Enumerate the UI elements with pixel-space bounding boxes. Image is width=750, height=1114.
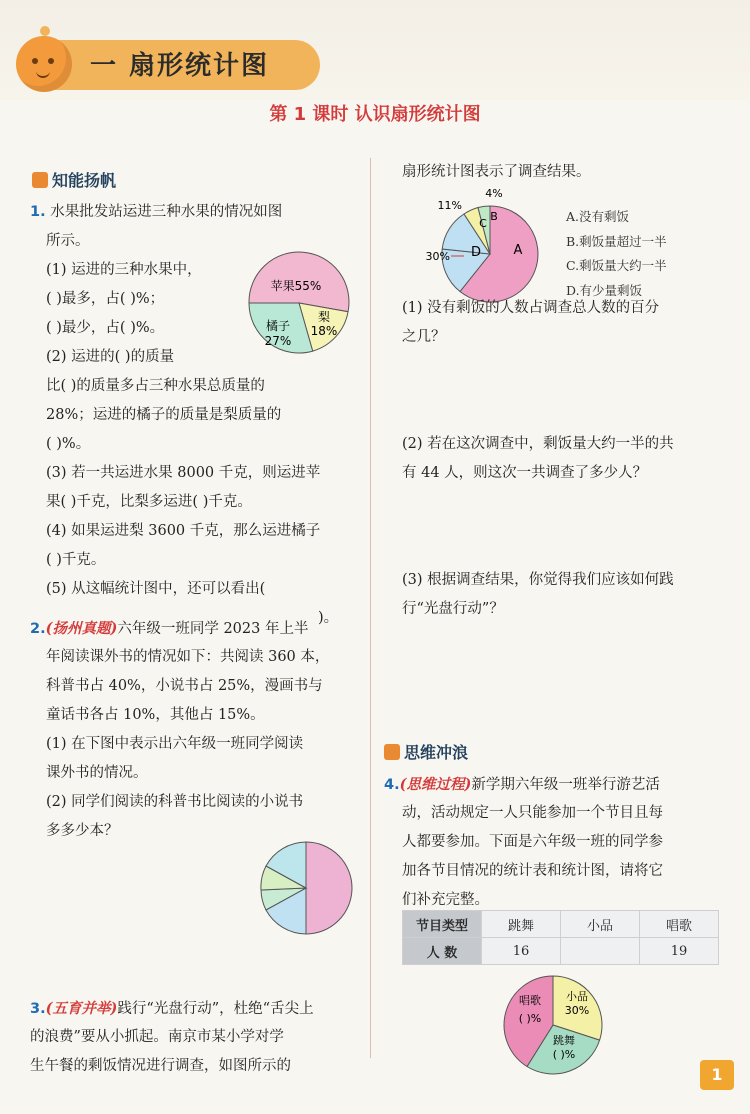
q2-blank-pie-chart <box>256 838 356 938</box>
q2-text: 六年级一班同学 2023 年上半 <box>117 621 309 637</box>
table-cell-sing: 唱歌 <box>640 911 719 938</box>
table-header-type: 节目类型 <box>403 911 482 938</box>
section-header-thinking <box>384 740 468 763</box>
q3-sub2-line1: (2) 若在这次调查中，剩饭量大约一半的共 <box>402 436 674 452</box>
q2-line-4: 童话书各占 10%，其他占 15%。 <box>46 707 265 723</box>
section-title: 知能扬帆 <box>52 171 117 190</box>
q3-slice-a: A <box>513 243 523 258</box>
q1-line-9: ( )%。 <box>46 436 91 452</box>
q3-sub1-line2: 之几？ <box>402 329 446 345</box>
q2-line-6: 课外书的情况。 <box>46 765 148 781</box>
unit-title: 一 扇形统计图 <box>90 51 270 81</box>
section-header-knowledge <box>32 168 116 191</box>
q3-sub1-line1: (1) 没有剩饭的人数占调查总人数的百分 <box>402 300 660 316</box>
q2-number: 2. <box>30 621 46 637</box>
q1-line-10: (3) 若一共运进水果 8000 千克，则运进苹 <box>46 465 321 481</box>
q4-tag: (思维过程) <box>399 776 472 793</box>
sing-pct: ( )% <box>518 1012 542 1025</box>
q1-line-14: (5) 从这幅统计图中，还可以看出( <box>46 581 266 597</box>
q1-line-8: 28%；运进的橘子的质量是梨质量的 <box>46 407 282 423</box>
q2-line-2: 年阅读课外书的情况如下：共阅读 360 本， <box>46 649 330 665</box>
q1-line-2: 所示。 <box>46 233 90 249</box>
q3-pct-d: 30% <box>425 250 450 263</box>
apple-label: 苹果55% <box>270 279 322 293</box>
sing-label: 唱歌 <box>519 994 541 1007</box>
q4-line-2: 动，活动规定一人只能参加一个节目且每 <box>402 805 663 821</box>
q3-cont: 扇形统计图表示了调查结果。 <box>402 164 591 180</box>
page-number: 1 <box>700 1060 734 1090</box>
table-value-sing: 19 <box>640 938 719 965</box>
dance-label: 跳舞 <box>553 1034 575 1047</box>
q2-line-5: (1) 在下图中表示出六年级一班同学阅读 <box>46 736 304 752</box>
option-c: C.剩饭量大约一半 <box>566 258 667 273</box>
q2-line-3: 科普书占 40%，小说书占 25%，漫画书与 <box>46 678 323 694</box>
option-d: D.有少量剩饭 <box>566 282 643 298</box>
wave-icon <box>384 744 400 760</box>
q2-line-1 <box>30 614 360 644</box>
orange-pct: 27% <box>264 334 292 348</box>
q3-slice-b: B <box>490 210 498 223</box>
pear-label: 梨 <box>317 310 331 324</box>
lesson-title: 第 1 课时 认识扇形统计图 <box>269 104 481 125</box>
section-title: 思维冲浪 <box>404 743 469 762</box>
q3-pct-b: 4% <box>485 187 503 200</box>
q3-options-legend <box>566 205 667 303</box>
q1-line-3: (1) 运进的三种水果中， <box>46 262 202 278</box>
q1-line-5: ( )最少，占( )%。 <box>46 320 165 336</box>
q3-sub2-line2: 有 44 人，则这次一共调查了多少人？ <box>402 465 648 481</box>
q4-program-pie-chart <box>500 972 606 1078</box>
q1-line-7: 比( )的质量多占三种水果总质量的 <box>46 378 265 394</box>
q1-text: 水果批发站运进三种水果的情况如图 <box>50 204 283 220</box>
q3-line-1 <box>30 994 360 1024</box>
table-value-skit <box>561 938 640 965</box>
q1-line-11: 果( )千克，比梨多运进( )千克。 <box>46 494 252 510</box>
q4-number: 4. <box>384 777 400 793</box>
q3-leftover-pie-chart <box>420 186 570 306</box>
q1-fruit-pie-chart <box>244 248 354 358</box>
q1-line-15: )。 <box>318 610 339 626</box>
q3-tag: (五育并举) <box>45 1000 118 1017</box>
skit-pct: 30% <box>564 1004 590 1017</box>
table-cell-dance: 跳舞 <box>482 911 561 938</box>
q1-line-12: (4) 如果运进梨 3600 千克，那么运进橘子 <box>46 523 321 539</box>
column-divider <box>370 158 371 1058</box>
q1-line-13: ( )千克。 <box>46 552 106 568</box>
q4-text: 新学期六年级一班举行游艺活 <box>471 777 660 793</box>
q3-sub3-line1: (3) 根据调查结果，你觉得我们应该如何践 <box>402 572 674 588</box>
q4-stats-table <box>402 910 719 965</box>
q4-line-1 <box>384 770 734 800</box>
q1-line-4: ( )最多，占( )%； <box>46 291 165 307</box>
q3-line-3: 生午餐的剩饭情况进行调查，如图所示的 <box>30 1058 291 1074</box>
mascot-antenna <box>40 26 50 36</box>
q3-number: 3. <box>30 1001 46 1017</box>
pear-pct: 18% <box>310 324 338 338</box>
q3-slice-d: D <box>470 245 482 260</box>
table-cell-skit: 小品 <box>561 911 640 938</box>
q4-line-5: 们补充完整。 <box>402 892 489 908</box>
q2-line-8: 多多少本？ <box>46 823 119 839</box>
skit-label: 小品 <box>566 990 588 1003</box>
orange-label: 橘子 <box>265 319 291 333</box>
q3-slice-c: C <box>479 217 487 230</box>
option-b: B.剩饭量超过一半 <box>566 233 667 249</box>
q1-number: 1. <box>30 204 46 220</box>
q2-tag: (扬州真题) <box>45 620 118 637</box>
q1-line-1 <box>30 198 282 227</box>
q3-pct-c: 11% <box>437 199 462 212</box>
q1-line-6: (2) 运进的( )的质量 <box>46 349 175 365</box>
q3-text: 践行“光盘行动”，杜绝“舌尖上 <box>117 1001 314 1017</box>
q3-sub3-line2: 行“光盘行动”？ <box>402 601 504 617</box>
table-value-dance: 16 <box>482 938 561 965</box>
q4-line-4: 加各节目情况的统计表和统计图，请将它 <box>402 863 663 879</box>
dance-pct: ( )% <box>552 1048 576 1061</box>
q4-line-3: 人都要参加。下面是六年级一班的同学参 <box>402 834 663 850</box>
mascot-icon <box>16 36 72 92</box>
sail-icon <box>32 172 48 188</box>
q3-line-2: 的浪费”要从小抓起。南京市某小学对学 <box>30 1029 284 1045</box>
q2-line-7: (2) 同学们阅读的科普书比阅读的小说书 <box>46 794 304 810</box>
table-header-count: 人 数 <box>403 938 482 965</box>
option-a: A.没有剩饭 <box>566 209 630 224</box>
